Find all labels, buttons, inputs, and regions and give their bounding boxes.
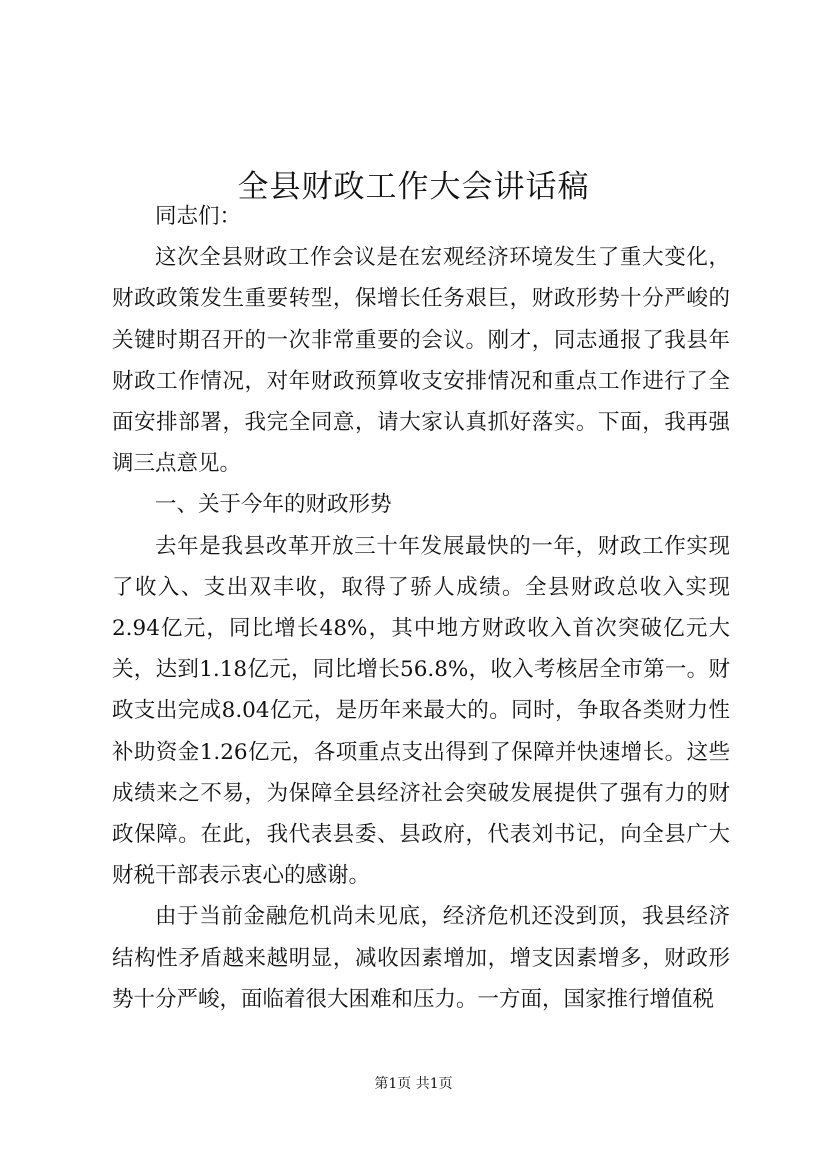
paragraph-last-year: 去年是我县改革开放三十年发展最快的一年，财政工作实现了收入、支出双丰收，取得了骄人成绩。全县财政总收入实现2.94亿元，同比增长48%，其中地方财政收入首次突破亿元大关，达到1.18亿元，同比增长56.8%，收入考核居全市第一。财政支出完成8.04亿元，是历年来最大的。同时，争取各类财力性补助资金1.26亿元，各项重点支出得到了保障并快速增长。这些成绩来之不易，为保障全县经济社会突破发展提供了强有力的财政保障。在此，我代表县委、县政府，代表刘书记，向全县广大财税干部表示衷心的感谢。 [112,533,730,889]
salutation: 同志们： [155,204,242,229]
document-title: 全县财政工作大会讲话稿 [237,168,590,205]
document-body [112,196,730,1020]
section-heading: 一、关于今年的财政形势 [155,492,392,518]
paragraph-intro: 这次全县财政工作会议是在宏观经济环境发生了重大变化，财政政策发生重要转型，保增长任务艰巨，财政形势十分严峻的关键时期召开的一次非常重要的会议。刚才，同志通报了我县年财政工作情况，对年财政预算收支安排情况和重点工作进行了全面安排部署，我完全同意，请大家认真抓好落实。下面，我再强调三点意见。 [112,245,730,477]
page-number-footer: 第1页 共1页 [374,1076,453,1092]
paragraph-current-situation: 由于当前金融危机尚未见底，经济危机还没到顶，我县经济结构性矛盾越来越明显，减收因素增加，增支因素增多，财政形势十分严峻，面临着很大困难和压力。一方面，国家推行增值税 [112,904,730,1012]
